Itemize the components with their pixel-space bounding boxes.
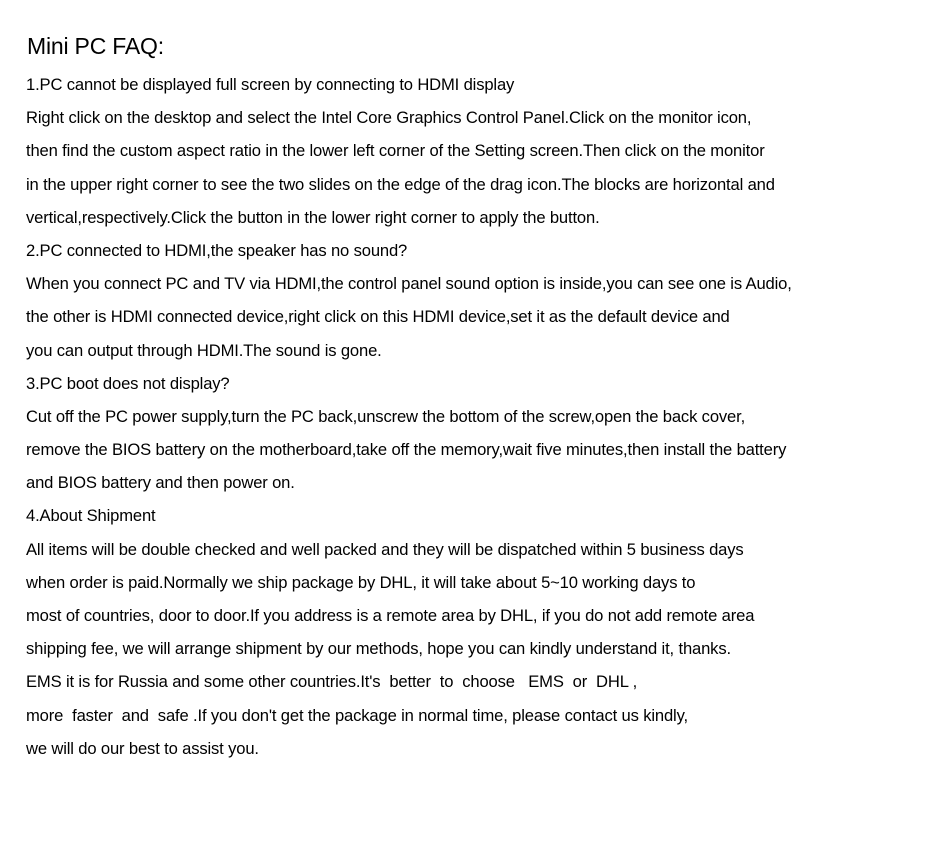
- faq-question-2: 2.PC connected to HDMI,the speaker has no sound?: [26, 240, 408, 260]
- faq-answer-line: then find the custom aspect ratio in the lower left corner of the Setting screen.Then click on the monitor: [26, 141, 765, 161]
- faq-answer-line: in the upper right corner to see the two slides on the edge of the drag icon.The blocks are horizontal and: [26, 174, 775, 194]
- faq-answer-line: most of countries, door to door.If you address is a remote area by DHL, if you do not add remote area: [26, 606, 755, 625]
- faq-answer-line: you can output through HDMI.The sound is gone.: [26, 340, 382, 360]
- faq-answer-line: the other is HDMI connected device,right click on this HDMI device,set it as the default device and: [26, 307, 730, 327]
- faq-answer-line: when order is paid.Normally we ship package by DHL, it will take about 5~10 working days to: [26, 572, 696, 592]
- faq-body: [26, 68, 950, 765]
- faq-answer-line: more faster and safe .If you don't get the package in normal time, please contact us kindly,: [26, 705, 688, 725]
- faq-answer-line: we will do our best to assist you.: [26, 738, 259, 758]
- faq-answer-line: EMS it is for Russia and some other countries.It's better to choose EMS or DHL ,: [26, 672, 638, 692]
- faq-answer-line: shipping fee, we will arrange shipment by our methods, hope you can kindly understand it, thanks.: [26, 639, 731, 659]
- faq-question-3: 3.PC boot does not display?: [26, 373, 230, 393]
- page-title: Mini PC FAQ:: [27, 33, 164, 59]
- faq-question-1: 1.PC cannot be displayed full screen by connecting to HDMI display: [26, 75, 515, 94]
- faq-answer-line: Cut off the PC power supply,turn the PC back,unscrew the bottom of the screw,open the back cover,: [26, 406, 746, 426]
- faq-question-4: 4.About Shipment: [26, 506, 156, 526]
- faq-answer-line: and BIOS battery and then power on.: [26, 473, 295, 493]
- faq-answer-line: Right click on the desktop and select the Intel Core Graphics Control Panel.Click on the monitor icon,: [26, 108, 752, 128]
- faq-answer-line: remove the BIOS battery on the motherboard,take off the memory,wait five minutes,then install the battery: [26, 440, 787, 460]
- faq-answer-line: When you connect PC and TV via HDMI,the control panel sound option is inside,you can see one is Audio,: [26, 274, 792, 294]
- faq-answer-line: vertical,respectively.Click the button in the lower right corner to apply the button.: [26, 207, 600, 227]
- faq-answer-line: All items will be double checked and well packed and they will be dispatched within 5 business days: [26, 539, 744, 559]
